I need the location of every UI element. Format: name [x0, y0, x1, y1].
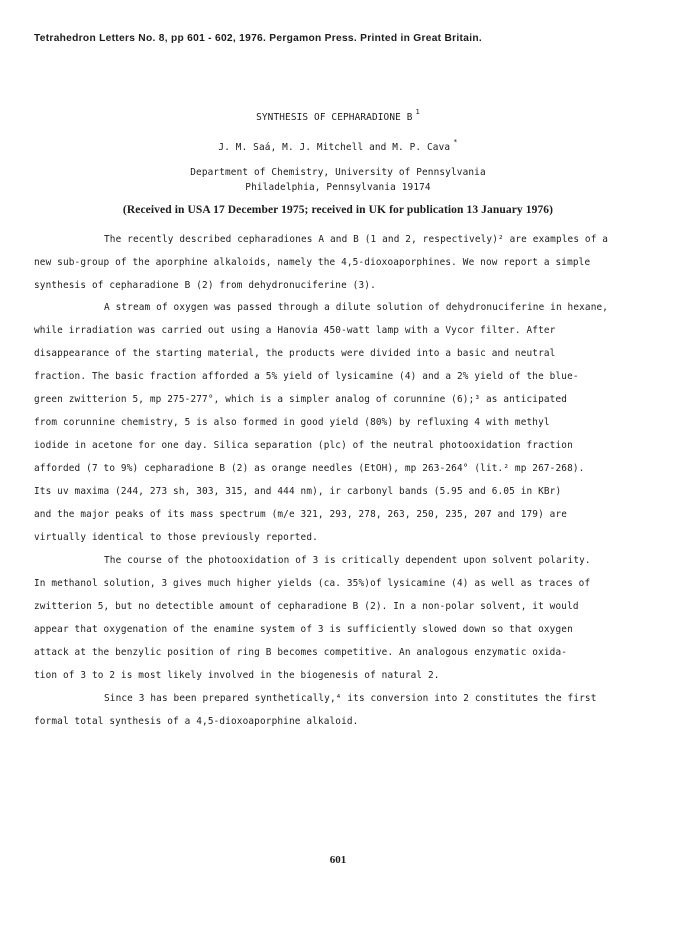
text-line: from corunnine chemistry, 5 is also formed in good yield (80%) by refluxing 4 with methyl: [34, 417, 550, 428]
author-names: J. M. Saá, M. J. Mitchell and M. P. Cava: [218, 142, 451, 153]
affiliation: Department of Chemistry, University of Pennsylvania: [190, 167, 486, 178]
text-line: appear that oxygenation of the enamine system of 3 is sufficiently slowed down so that oxygen: [34, 624, 573, 635]
text-line: virtually identical to those previously reported.: [34, 532, 318, 543]
paragraph-4: [34, 687, 650, 733]
title-text: SYNTHESIS OF CEPHARADIONE B: [256, 112, 413, 123]
text-line: green zwitterion 5, mp 275-277°, which is a simpler analog of corunnine (6);³ as anticipated: [34, 394, 568, 405]
text-line: iodide in acetone for one day. Silica separation (plc) of the neutral photooxidation fraction: [34, 440, 573, 451]
text-line: attack at the benzylic position of ring B becomes competitive. An analogous enzymatic oxida-: [34, 647, 568, 658]
text-line: Since 3 has been prepared synthetically,⁴ its conversion into 2 constitutes the first: [104, 693, 597, 704]
paragraph-1: [34, 228, 650, 297]
text-line: The course of the photooxidation of 3 is critically dependent upon solvent polarity.: [104, 555, 591, 566]
paragraph-2: [34, 296, 650, 549]
text-line: A stream of oxygen was passed through a dilute solution of dehydronuciferine in hexane,: [104, 302, 609, 313]
affiliation-city: Philadelphia, Pennsylvania 19174: [245, 182, 431, 193]
text-line: In methanol solution, 3 gives much higher yields (ca. 35%)of lysicamine (4) as well as traces of: [34, 578, 591, 589]
text-line: tion of 3 to 2 is most likely involved in the biogenesis of natural 2.: [34, 670, 440, 681]
corresponding-author-mark: *: [453, 138, 458, 146]
text-line: disappearance of the starting material, the products were divided into a basic and neutral: [34, 348, 556, 359]
journal-header: Tetrahedron Letters No. 8, pp 601 - 602, 1976. Pergamon Press. Printed in Great Britain.: [34, 33, 482, 44]
text-line: synthesis of cepharadione B (2) from dehydronuciferine (3).: [34, 280, 376, 291]
paragraph-3: [34, 549, 650, 687]
paper-title: [0, 108, 676, 123]
text-line: fraction. The basic fraction afforded a 5% yield of lysicamine (4) and a 2% yield of the blue-: [34, 371, 579, 382]
text-line: The recently described cepharadiones A and B (1 and 2, respectively)² are examples of a: [104, 234, 609, 245]
text-line: while irradiation was carried out using a Hanovia 450-watt lamp with a Vycor filter. After: [34, 325, 556, 336]
page-number: 601: [329, 854, 347, 866]
text-line: new sub-group of the aporphine alkaloids, namely the 4,5-dioxoaporphines. We now report a simple: [34, 257, 591, 268]
text-line: Its uv maxima (244, 273 sh, 303, 315, and 444 nm), ir carbonyl bands (5.95 and 6.05 in KBr): [34, 486, 562, 497]
received-dates: (Received in USA 17 December 1975; received in UK for publication 13 January 1976): [122, 204, 554, 216]
author-list: [0, 138, 676, 153]
text-line: afforded (7 to 9%) cepharadione B (2) as orange needles (EtOH), mp 263-264° (lit.² mp 267-268).: [34, 463, 585, 474]
title-footnote-ref: 1: [415, 108, 420, 116]
text-line: zwitterion 5, but no detectible amount of cepharadione B (2). In a non-polar solvent, it would: [34, 601, 579, 612]
text-line: and the major peaks of its mass spectrum (m/e 321, 293, 278, 263, 250, 235, 207 and 179) are: [34, 509, 568, 520]
text-line: formal total synthesis of a 4,5-dioxoaporphine alkaloid.: [34, 716, 359, 727]
